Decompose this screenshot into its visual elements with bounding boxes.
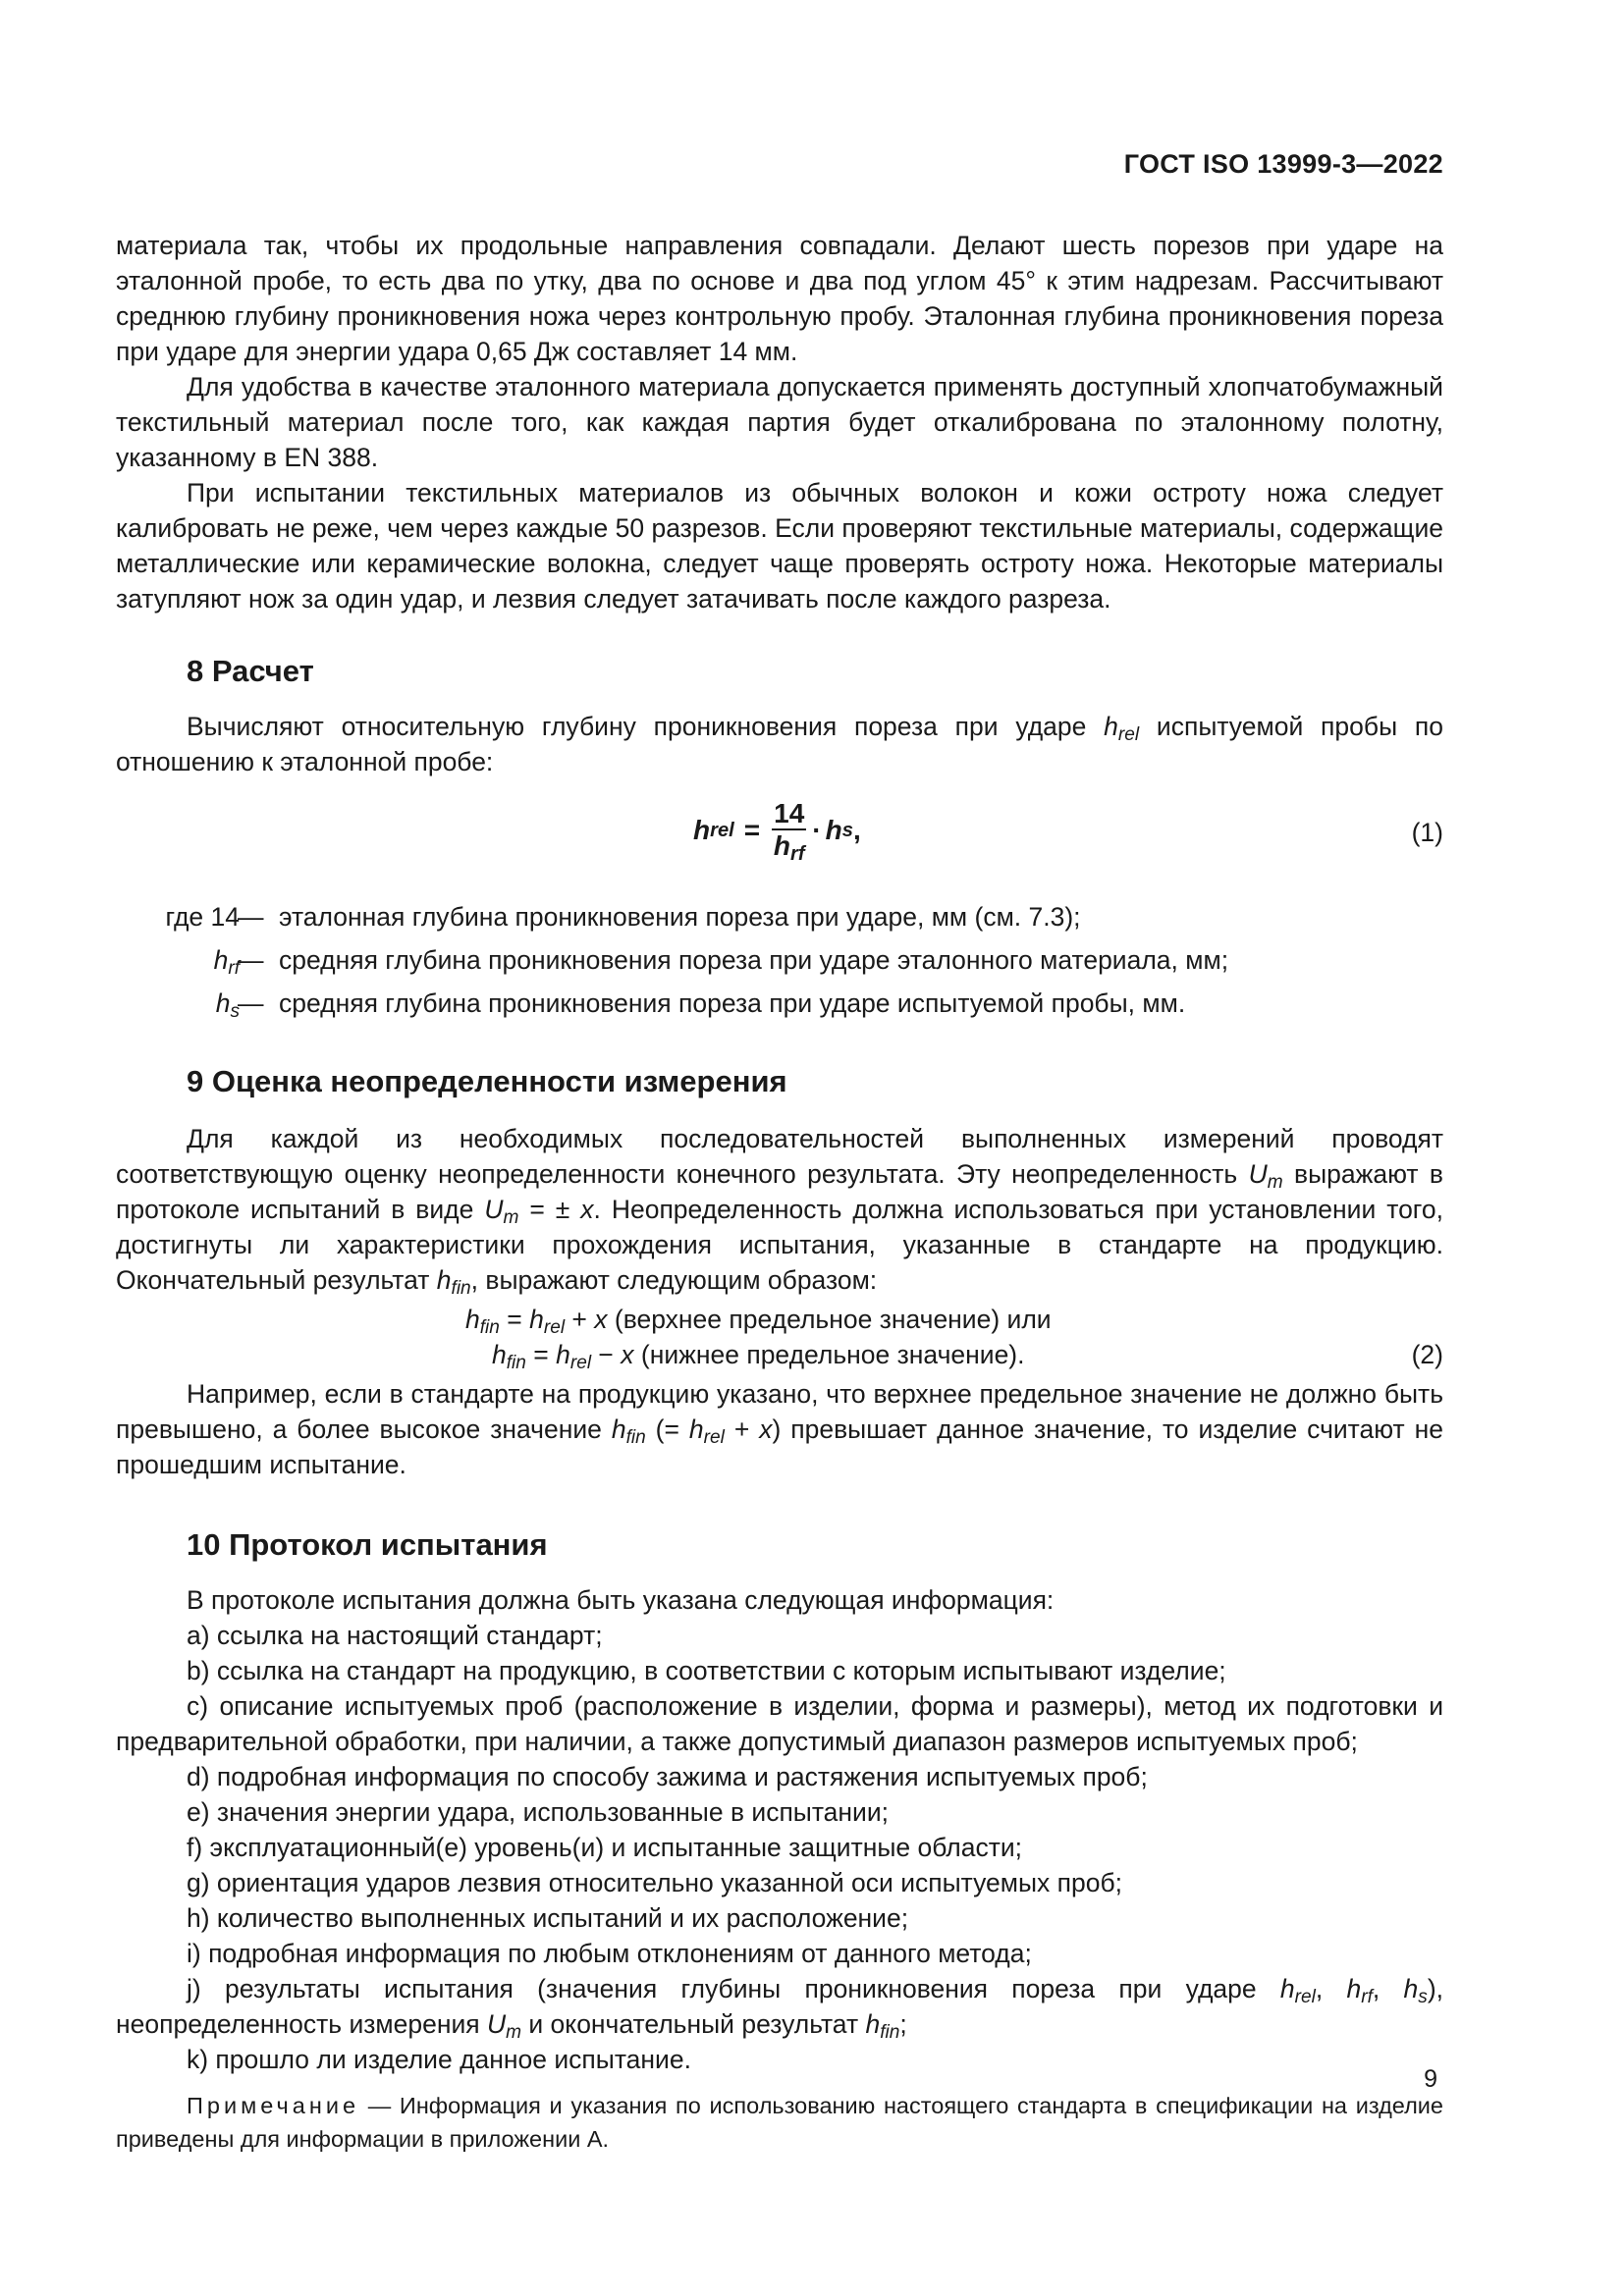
list-item: f) эксплуатационный(е) уровень(и) и испытанные защитные области;	[187, 1833, 1023, 1862]
formula-2-line-1: $h_{fin} = h_{rel} + x$ (верхнее предельное значение) или	[465, 1305, 1052, 1338]
list-item: k) прошло ли изделие данное испытание.	[187, 2045, 691, 2074]
section-9-paragraph-2: Например, если в стандарте на продукцию указано, что верхнее предельное значение не должно быть превышено, а более высокое значение $h_{fin}$ (= $h_{rel} + x$) превышает данное значение, то изделие считают не прошедшим испытание.	[116, 1379, 1443, 1479]
section-10-heading: 10 Протокол испытания	[187, 1527, 548, 1562]
list-item: g) ориентация ударов лезвия относительно указанной оси испытуемых проб;	[187, 1868, 1123, 1897]
list-item-j: j) результаты испытания (значения глубины проникновения пореза при ударе $h_{rel}$, $h_{rf}$, $h_s$), неопределенность измерения $U_m$ и окончательный результат $h_{fin}$;	[116, 1974, 1444, 2043]
list-item: e) значения энергии удара, использованные в испытании;	[187, 1797, 890, 1827]
formula-1-legend	[116, 895, 1443, 1025]
note: Примечание — Информация и указания по использованию настоящего стандарта в спецификации на изделие приведены для информации в приложении А.	[116, 2093, 1443, 2152]
page-content	[116, 228, 1443, 2156]
section-8-heading: 8 Расчет	[187, 654, 314, 688]
document-header: ГОСТ ISO 13999-3—2022	[1123, 149, 1443, 179]
intro-paragraph-2: Для удобства в качестве эталонного материала допускается применять доступный хлопчатобумажный текстильный материал после того, как каждая партия будет откалибрована по эталонному полотну, указанному в EN 388.	[116, 372, 1443, 472]
section-8-paragraph: Вычисляют относительную глубину проникновения пореза при ударе $h_{rel}$ испытуемой пробы по отношению к эталонной пробе:	[116, 712, 1443, 776]
section-9-heading: 9 Оценка неопределенности измерения	[187, 1064, 787, 1098]
formula-2	[116, 1302, 1443, 1372]
page-number: 9	[1424, 2065, 1437, 2093]
list-item: d) подробная информация по способу зажима и растяжения испытуемых проб;	[187, 1762, 1148, 1791]
formula-1	[116, 789, 1443, 880]
equation-number-1: (1)	[1411, 818, 1443, 847]
list-item: h) количество выполненных испытаний и их расположение;	[187, 1903, 909, 1933]
equation-number-2: (2)	[1411, 1340, 1443, 1369]
list-intro: В протоколе испытания должна быть указана следующая информация:	[187, 1585, 1055, 1615]
formula-2-line-2: $h_{fin} = h_{rel} - x$ (нижнее предельное значение).	[492, 1340, 1025, 1373]
legend-row: где 14 — эталонная глубина проникновения пореза при ударе, мм (см. 7.3);	[165, 902, 1081, 932]
list-item: i) подробная информация по любым отклонениям от данного метода;	[187, 1939, 1032, 1968]
report-requirements-list	[116, 1582, 1443, 2077]
intro-paragraph-3: При испытании текстильных материалов из обычных волокон и кожи остроту ножа следует калибровать не реже, чем через каждые 50 разрезов. Если проверяют текстильные материалы, содержащие металлические или керамические волокна, следует чаще проверять остроту ножа. Некоторые материалы затупляют нож за один удар, и лезвия следует затачивать после каждого разреза.	[116, 478, 1443, 614]
list-item: c) описание испытуемых проб (расположение в изделии, форма и размеры), метод их подготовки и предварительной обработки, при наличии, а также допустимый диапазон размеров испытуемых проб;	[116, 1691, 1443, 1756]
legend-row: $h_{rf}$ — средняя глубина проникновения пореза при ударе эталонного материала, мм;	[213, 945, 1229, 979]
formula-1-expression: h rel = $\frac{14}{h_{rf}}$ · h s ,	[693, 798, 861, 865]
formula-1-fraction: $\frac{14}{h_{rf}}$	[773, 798, 805, 865]
intro-paragraph-1: материала так, чтобы их продольные направления совпадали. Делают шесть порезов при ударе на эталонной пробе, то есть два по утку, два по основе и два под углом 45° к этим надрезам. Рассчитывают среднюю глубину проникновения ножа через контрольную пробу. Эталонная глубина проникновения пореза при ударе для энергии удара 0,65 Дж составляет 14 мм.	[116, 231, 1443, 366]
list-item: a) ссылка на настоящий стандарт;	[187, 1621, 603, 1650]
section-9-paragraph-1: Для каждой из необходимых последовательностей выполненных измерений проводят соответствующую оценку неопределенности конечного результата. Эту неопределенность $U_m$ выражают в протоколе испытаний в виде $U_m$ = ± x. Неопределенность должна использоваться при установлении того, достигнуты ли характеристики прохождения испытания, указанные в стандарте на продукцию. Окончательный результат $h_{fin}$, выражают следующим образом:	[116, 1124, 1443, 1299]
list-item: b) ссылка на стандарт на продукцию, в соответствии с которым испытывают изделие;	[187, 1656, 1226, 1685]
legend-row: $h_s$ — средняя глубина проникновения пореза при ударе испытуемой пробы, мм.	[215, 988, 1186, 1022]
